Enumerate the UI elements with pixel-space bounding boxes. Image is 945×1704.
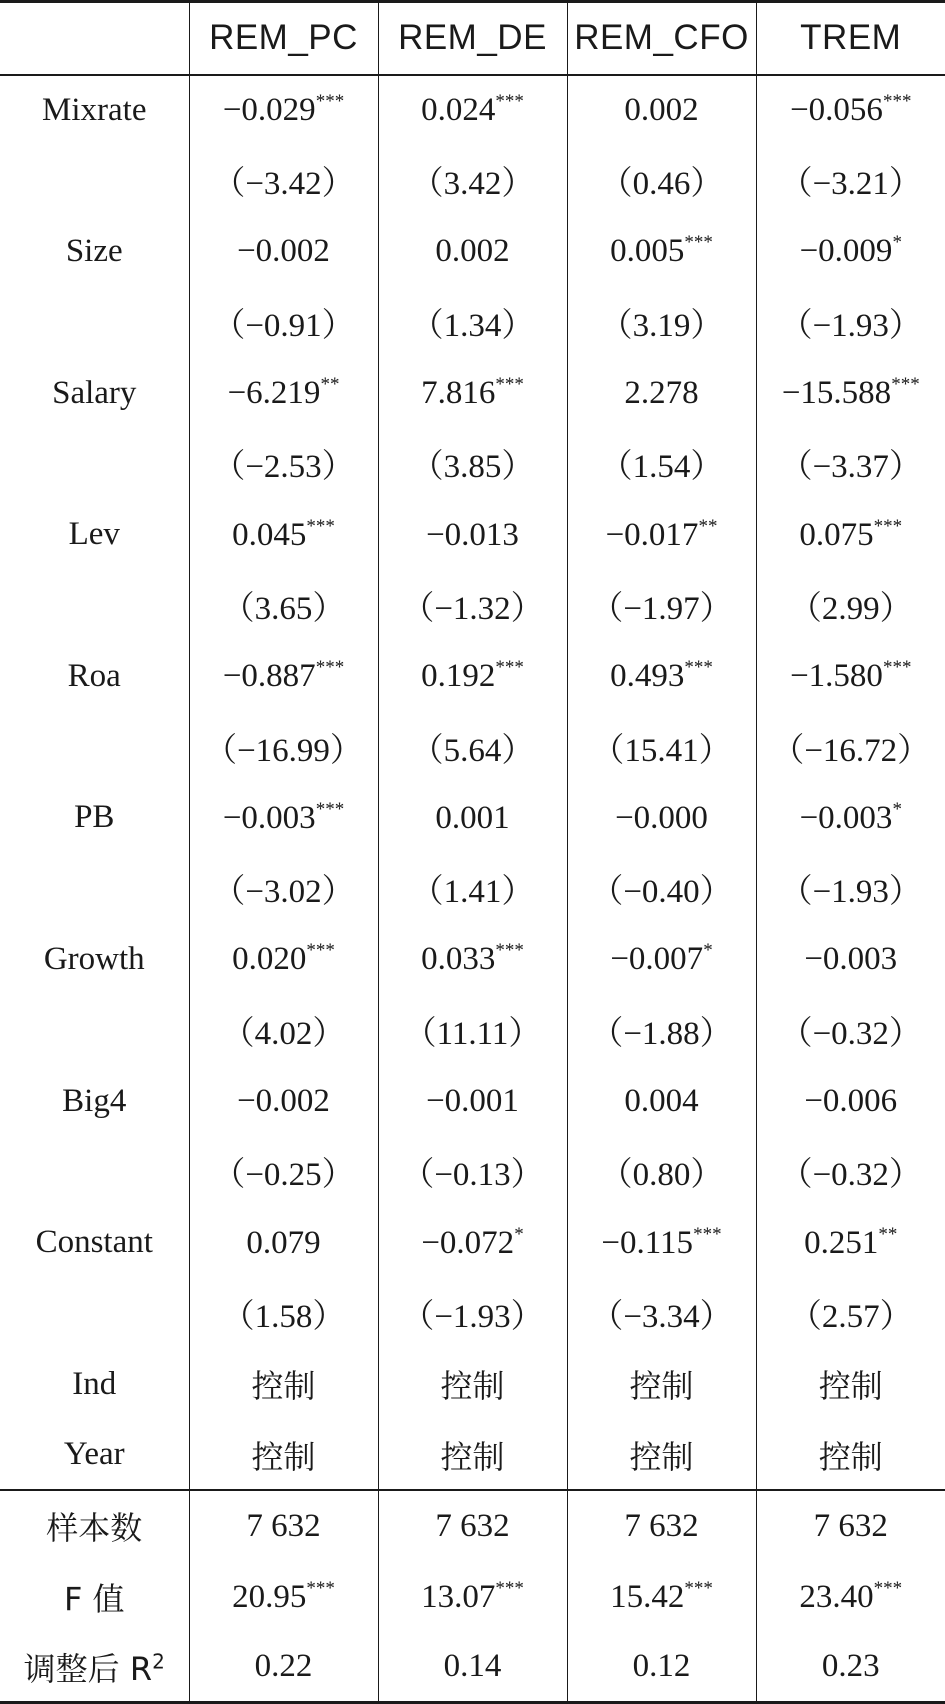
- t-stat: （−3.21）: [756, 145, 945, 216]
- stat-value: 7 632: [189, 1490, 378, 1561]
- coef-row-mixrate: [0, 75, 945, 146]
- stat-value: 0.23: [756, 1632, 945, 1703]
- t-stat: （−16.99）: [189, 712, 378, 783]
- stat-label: F 值: [63, 1579, 125, 1618]
- significance-stars: ***: [891, 374, 920, 396]
- coef-value: 0.004: [624, 1083, 699, 1120]
- coef-value: −0.001: [426, 1083, 519, 1120]
- coef-row-constant: [0, 1207, 945, 1278]
- significance-stars: ***: [873, 515, 903, 537]
- significance-stars: ***: [306, 515, 335, 537]
- control-value: 控制: [189, 1349, 378, 1420]
- coef-value: −0.007: [610, 941, 704, 978]
- empty-cell: [0, 287, 189, 358]
- stat-value: 7 632: [567, 1490, 756, 1561]
- t-stat: （−0.40）: [567, 853, 756, 924]
- stat-value: 0.12: [567, 1632, 756, 1703]
- significance-stars: ***: [495, 91, 524, 113]
- coef-value: −0.002: [237, 1083, 330, 1120]
- coef-value: −15.588: [781, 375, 892, 412]
- coef-cell: [567, 1066, 756, 1137]
- coef-value: −0.013: [426, 516, 519, 553]
- stat-cell: [189, 1561, 378, 1632]
- coef-value: 0.192: [421, 658, 496, 695]
- empty-cell: [0, 853, 189, 924]
- t-stat: （5.64）: [378, 712, 567, 783]
- t-stat: （−3.42）: [189, 145, 378, 216]
- tstat-row-size: [0, 287, 945, 358]
- tstat-row-salary: [0, 428, 945, 499]
- stat-value: 0.22: [189, 1632, 378, 1703]
- coef-cell: [378, 499, 567, 570]
- coef-value: 0.020: [232, 941, 307, 978]
- coef-cell: [756, 216, 945, 287]
- coef-cell: [378, 641, 567, 712]
- var-name: Size: [65, 232, 123, 269]
- var-name: Mixrate: [42, 91, 147, 128]
- header-rem-cfo: REM_CFO: [567, 2, 756, 75]
- t-stat: （−0.32）: [756, 995, 945, 1066]
- stat-value: 7 632: [378, 1490, 567, 1561]
- coef-cell: [378, 358, 567, 429]
- coef-cell: [189, 1207, 378, 1278]
- stat-cell: [378, 1561, 567, 1632]
- coef-value: −0.003: [799, 799, 893, 836]
- control-value: 控制: [756, 1349, 945, 1420]
- coef-value: 2.278: [624, 375, 699, 412]
- tstat-row-constant: [0, 1278, 945, 1349]
- t-stat: （−1.93）: [756, 853, 945, 924]
- coef-cell: [189, 216, 378, 287]
- coef-row-growth: [0, 924, 945, 995]
- stat-value: 20.95: [232, 1578, 307, 1615]
- var-name: Growth: [43, 940, 145, 977]
- coef-value: 7.816: [421, 375, 496, 412]
- stat-value: 23.40: [799, 1578, 874, 1615]
- coef-value: 0.079: [246, 1224, 321, 1261]
- coef-cell: [756, 1066, 945, 1137]
- tstat-row-mixrate: [0, 145, 945, 216]
- coef-cell: [567, 782, 756, 853]
- t-stat: （1.41）: [378, 853, 567, 924]
- t-stat: （1.34）: [378, 287, 567, 358]
- empty-cell: [0, 145, 189, 216]
- stat-label: [0, 1632, 189, 1703]
- significance-stars: ***: [495, 940, 524, 962]
- t-stat: （−3.37）: [756, 428, 945, 499]
- header-corner: [0, 2, 189, 75]
- control-value: 控制: [189, 1420, 378, 1491]
- coef-cell: [378, 216, 567, 287]
- statistics-body: [0, 1490, 945, 1702]
- var-name: Constant: [35, 1224, 153, 1261]
- t-stat: （−3.02）: [189, 853, 378, 924]
- coef-cell: [189, 499, 378, 570]
- t-stat: （3.85）: [378, 428, 567, 499]
- stat-row-sample-size: [0, 1490, 945, 1561]
- t-stat: （−0.32）: [756, 1136, 945, 1207]
- stat-cell: [756, 1561, 945, 1632]
- var-name: Salary: [52, 374, 137, 411]
- significance-stars: *: [703, 940, 713, 962]
- header-trem: TREM: [756, 2, 945, 75]
- tstat-row-roa: [0, 712, 945, 783]
- empty-cell: [0, 570, 189, 641]
- var-name: Big4: [62, 1082, 127, 1119]
- significance-stars: ***: [315, 91, 345, 113]
- significance-stars: ***: [873, 1577, 903, 1599]
- t-stat: （2.99）: [756, 570, 945, 641]
- significance-stars: **: [878, 1223, 898, 1245]
- control-value: 控制: [567, 1420, 756, 1491]
- significance-stars: ***: [306, 940, 335, 962]
- coef-cell: [189, 641, 378, 712]
- coef-value: −1.580: [790, 658, 883, 695]
- t-stat: （−1.88）: [567, 995, 756, 1066]
- header-rem-de: REM_DE: [378, 2, 567, 75]
- coef-value: −6.219: [227, 375, 321, 412]
- t-stat: （15.41）: [567, 712, 756, 783]
- coef-value: 0.033: [421, 941, 496, 978]
- significance-stars: *: [892, 798, 902, 820]
- coef-value: 0.005: [610, 233, 685, 270]
- t-stat: （1.54）: [567, 428, 756, 499]
- coef-cell: [567, 1207, 756, 1278]
- significance-stars: ***: [693, 1223, 722, 1245]
- coef-cell: [378, 75, 567, 146]
- t-stat: （−3.34）: [567, 1278, 756, 1349]
- coef-value: −0.002: [237, 233, 330, 270]
- significance-stars: ***: [882, 657, 912, 679]
- stat-value: 0.14: [378, 1632, 567, 1703]
- coef-value: 0.075: [799, 516, 874, 553]
- coef-cell: [756, 358, 945, 429]
- t-stat: （4.02）: [189, 995, 378, 1066]
- coef-cell: [567, 499, 756, 570]
- significance-stars: ***: [882, 91, 912, 113]
- significance-stars: *: [514, 1223, 524, 1245]
- coef-cell: [189, 1066, 378, 1137]
- coef-cell: [756, 499, 945, 570]
- control-row-ind: [0, 1349, 945, 1420]
- t-stat: （−1.93）: [378, 1278, 567, 1349]
- coef-value: −0.072: [421, 1224, 515, 1261]
- coef-row-salary: [0, 358, 945, 429]
- empty-cell: [0, 428, 189, 499]
- coef-value: −0.000: [615, 799, 708, 836]
- coef-cell: [378, 1207, 567, 1278]
- coef-cell: [756, 924, 945, 995]
- control-value: 控制: [756, 1420, 945, 1491]
- t-stat: （−1.93）: [756, 287, 945, 358]
- significance-stars: ***: [684, 657, 713, 679]
- significance-stars: ***: [315, 798, 345, 820]
- t-stat: （0.80）: [567, 1136, 756, 1207]
- t-stat: （−0.13）: [378, 1136, 567, 1207]
- coef-row-roa: [0, 641, 945, 712]
- coef-cell: [756, 75, 945, 146]
- significance-stars: ***: [495, 374, 524, 396]
- significance-stars: ***: [315, 657, 345, 679]
- control-value: 控制: [567, 1349, 756, 1420]
- coef-value: 0.045: [232, 516, 307, 553]
- t-stat: （−0.25）: [189, 1136, 378, 1207]
- t-stat: （−2.53）: [189, 428, 378, 499]
- var-name: PB: [74, 799, 115, 836]
- coef-value: −0.017: [605, 516, 699, 553]
- coef-cell: [378, 924, 567, 995]
- coef-value: −0.029: [222, 92, 316, 129]
- coef-row-lev: [0, 499, 945, 570]
- coef-value: 0.001: [435, 799, 510, 836]
- t-stat: （−16.72）: [756, 712, 945, 783]
- var-name: Year: [63, 1436, 125, 1473]
- coef-cell: [378, 782, 567, 853]
- stat-row-adjusted-r2: [0, 1632, 945, 1703]
- tstat-row-growth: [0, 995, 945, 1066]
- coef-value: 0.493: [610, 658, 685, 695]
- coefficient-body: [0, 75, 945, 1491]
- t-stat: （11.11）: [378, 995, 567, 1066]
- coef-value: −0.009: [799, 233, 893, 270]
- coef-cell: [189, 924, 378, 995]
- header-rem-pc: REM_PC: [189, 2, 378, 75]
- tstat-row-big4: [0, 1136, 945, 1207]
- coef-value: −0.056: [790, 92, 883, 129]
- empty-cell: [0, 995, 189, 1066]
- coef-cell: [567, 358, 756, 429]
- control-value: 控制: [378, 1420, 567, 1491]
- t-stat: （1.58）: [189, 1278, 378, 1349]
- coef-cell: [567, 75, 756, 146]
- significance-stars: ***: [684, 1577, 713, 1599]
- coef-cell: [189, 782, 378, 853]
- coef-value: −0.003: [222, 799, 316, 836]
- t-stat: （3.42）: [378, 145, 567, 216]
- coef-cell: [567, 216, 756, 287]
- coef-row-size: [0, 216, 945, 287]
- control-row-year: [0, 1420, 945, 1491]
- empty-cell: [0, 1278, 189, 1349]
- coef-value: −0.006: [804, 1083, 898, 1120]
- stat-value: 13.07: [421, 1578, 496, 1615]
- significance-stars: **: [698, 515, 718, 537]
- t-stat: （−0.91）: [189, 287, 378, 358]
- coef-cell: [567, 641, 756, 712]
- header-row: [0, 2, 945, 75]
- coef-value: 0.002: [435, 233, 510, 270]
- t-stat: （3.65）: [189, 570, 378, 641]
- coef-cell: [756, 782, 945, 853]
- var-name: Roa: [67, 657, 121, 694]
- significance-stars: ***: [684, 232, 713, 254]
- coef-value: 0.024: [421, 92, 496, 129]
- t-stat: （3.19）: [567, 287, 756, 358]
- empty-cell: [0, 1136, 189, 1207]
- stat-label: 样本数: [0, 1490, 189, 1561]
- significance-stars: ***: [495, 1577, 524, 1599]
- t-stat: （2.57）: [756, 1278, 945, 1349]
- significance-stars: **: [320, 374, 340, 396]
- empty-cell: [0, 712, 189, 783]
- coef-row-pb: [0, 782, 945, 853]
- coef-value: 0.002: [624, 92, 699, 129]
- t-stat: （0.46）: [567, 145, 756, 216]
- stat-value: 7 632: [756, 1490, 945, 1561]
- coef-value: −0.003: [804, 941, 898, 978]
- coef-cell: [756, 1207, 945, 1278]
- t-stat: （−1.97）: [567, 570, 756, 641]
- significance-stars: *: [892, 232, 902, 254]
- tstat-row-lev: [0, 570, 945, 641]
- coef-cell: [567, 924, 756, 995]
- coef-cell: [189, 358, 378, 429]
- coef-cell: [378, 1066, 567, 1137]
- control-value: 控制: [378, 1349, 567, 1420]
- r2-superscript: 2: [152, 1649, 165, 1674]
- coef-cell: [756, 641, 945, 712]
- coef-value: −0.115: [601, 1224, 694, 1261]
- coef-row-big4: [0, 1066, 945, 1137]
- stat-cell: [567, 1561, 756, 1632]
- coef-value: −0.887: [222, 658, 316, 695]
- var-name: Ind: [72, 1365, 117, 1402]
- stat-row-f-value: [0, 1561, 945, 1632]
- significance-stars: ***: [306, 1577, 335, 1599]
- stat-value: 15.42: [610, 1578, 685, 1615]
- t-stat: （−1.32）: [378, 570, 567, 641]
- coef-cell: [189, 75, 378, 146]
- tstat-row-pb: [0, 853, 945, 924]
- significance-stars: ***: [495, 657, 524, 679]
- coef-value: 0.251: [804, 1224, 879, 1261]
- r2-label-text: 调整后 R: [23, 1649, 153, 1688]
- var-name: Lev: [68, 516, 120, 553]
